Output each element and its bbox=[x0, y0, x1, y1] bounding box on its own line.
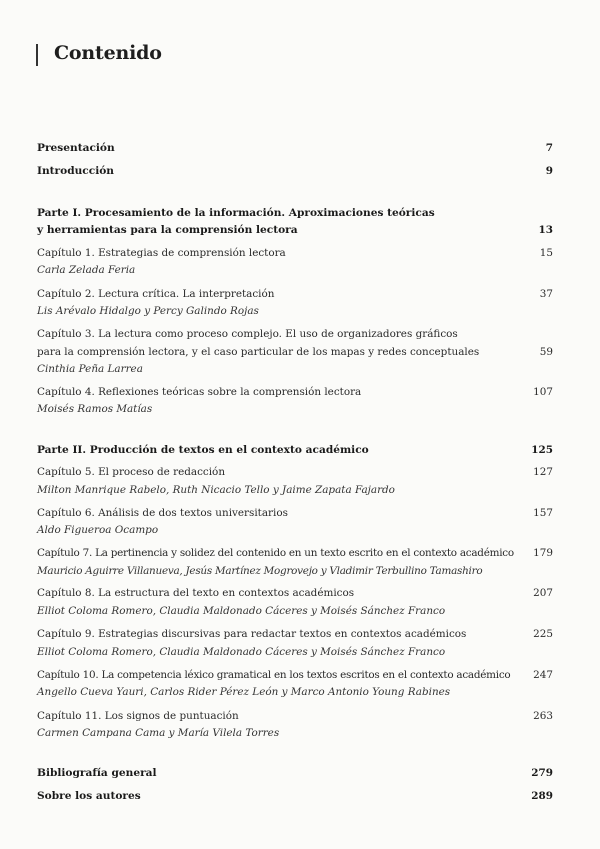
chapter-title: Capítulo 7. La pertinencia y solidez del contenido en un texto escrito en el contexto académico bbox=[37, 547, 514, 559]
chapter-title: Capítulo 11. Los signos de puntuación bbox=[37, 710, 239, 722]
entry-page: 15 bbox=[539, 247, 553, 259]
chapter-title-line2: para la comprensión lectora, y el caso particular de los mapas y redes conceptuales bbox=[37, 346, 480, 358]
chapter-authors: Milton Manrique Rabelo, Ruth Nicacio Tello y Jaime Zapata Fajardo bbox=[37, 484, 395, 496]
entry-label: Bibliografía general bbox=[37, 767, 157, 779]
entry-page: 207 bbox=[533, 587, 553, 599]
part-title: Parte II. Producción de textos en el contexto académico bbox=[37, 444, 369, 456]
chapter-authors: Angello Cueva Yauri, Carlos Rider Pérez León y Marco Antonio Young Rabines bbox=[37, 686, 451, 698]
entry-page: 9 bbox=[545, 165, 553, 177]
chapter-title: Capítulo 10. La competencia léxico gramatical en los textos escritos en el contexto académico bbox=[37, 669, 511, 681]
chapter-title: Capítulo 4. Reflexiones teóricas sobre la comprensión lectora bbox=[37, 386, 362, 398]
chapter-title: Capítulo 9. Estrategias discursivas para redactar textos en contextos académicos bbox=[37, 628, 467, 640]
entry-page: 37 bbox=[539, 288, 553, 300]
chapter-title: Capítulo 8. La estructura del texto en contextos académicos bbox=[37, 587, 355, 599]
chapter-title: Capítulo 3. La lectura como proceso complejo. El uso de organizadores gráficos bbox=[37, 328, 458, 340]
entry-page: 13 bbox=[538, 224, 553, 236]
entry-label: Sobre los autores bbox=[37, 790, 141, 802]
chapter-title: Capítulo 6. Análisis de dos textos universitarios bbox=[37, 507, 288, 519]
entry-page: 225 bbox=[533, 628, 553, 640]
entry-page: 107 bbox=[533, 386, 553, 398]
chapter-authors: Moisés Ramos Matías bbox=[37, 403, 153, 415]
chapter-authors: Aldo Figueroa Ocampo bbox=[37, 524, 159, 536]
entry-page: 279 bbox=[531, 767, 553, 779]
entry-label: Presentación bbox=[37, 142, 115, 154]
entry-page: 125 bbox=[531, 444, 553, 456]
entry-page: 247 bbox=[533, 669, 553, 681]
entry-page: 127 bbox=[533, 466, 553, 478]
title-rule bbox=[36, 44, 38, 66]
chapter-authors: Elliot Coloma Romero, Claudia Maldonado Cáceres y Moisés Sánchez Franco bbox=[37, 605, 446, 617]
chapter-authors: Mauricio Aguirre Villanueva, Jesús Martínez Mogrovejo y Vladimir Terbullino Tamashiro bbox=[37, 565, 483, 577]
entry-page: 263 bbox=[533, 710, 553, 722]
page-title: Contenido bbox=[54, 42, 162, 64]
chapter-authors: Elliot Coloma Romero, Claudia Maldonado Cáceres y Moisés Sánchez Franco bbox=[37, 646, 446, 658]
chapter-authors: Lis Arévalo Hidalgo y Percy Galindo Rojas bbox=[37, 305, 259, 317]
chapter-authors: Carmen Campana Cama y María Vilela Torres bbox=[37, 727, 280, 739]
chapter-title: Capítulo 1. Estrategias de comprensión lectora bbox=[37, 247, 286, 259]
entry-label: Introducción bbox=[37, 165, 115, 177]
part-title-line2: y herramientas para la comprensión lectora bbox=[37, 224, 298, 236]
entry-page: 157 bbox=[533, 507, 553, 519]
entry-page: 289 bbox=[531, 790, 553, 802]
entry-page: 179 bbox=[533, 547, 553, 559]
chapter-authors: Carla Zelada Feria bbox=[37, 264, 136, 276]
chapter-title: Capítulo 5. El proceso de redacción bbox=[37, 466, 226, 478]
chapter-authors: Cinthia Peña Larrea bbox=[37, 363, 143, 375]
entry-page: 59 bbox=[539, 346, 553, 358]
entry-page: 7 bbox=[545, 142, 553, 154]
part-title-line1: Parte I. Procesamiento de la información. Aproximaciones teóricas bbox=[37, 207, 435, 219]
chapter-title: Capítulo 2. Lectura crítica. La interpretación bbox=[37, 288, 275, 300]
